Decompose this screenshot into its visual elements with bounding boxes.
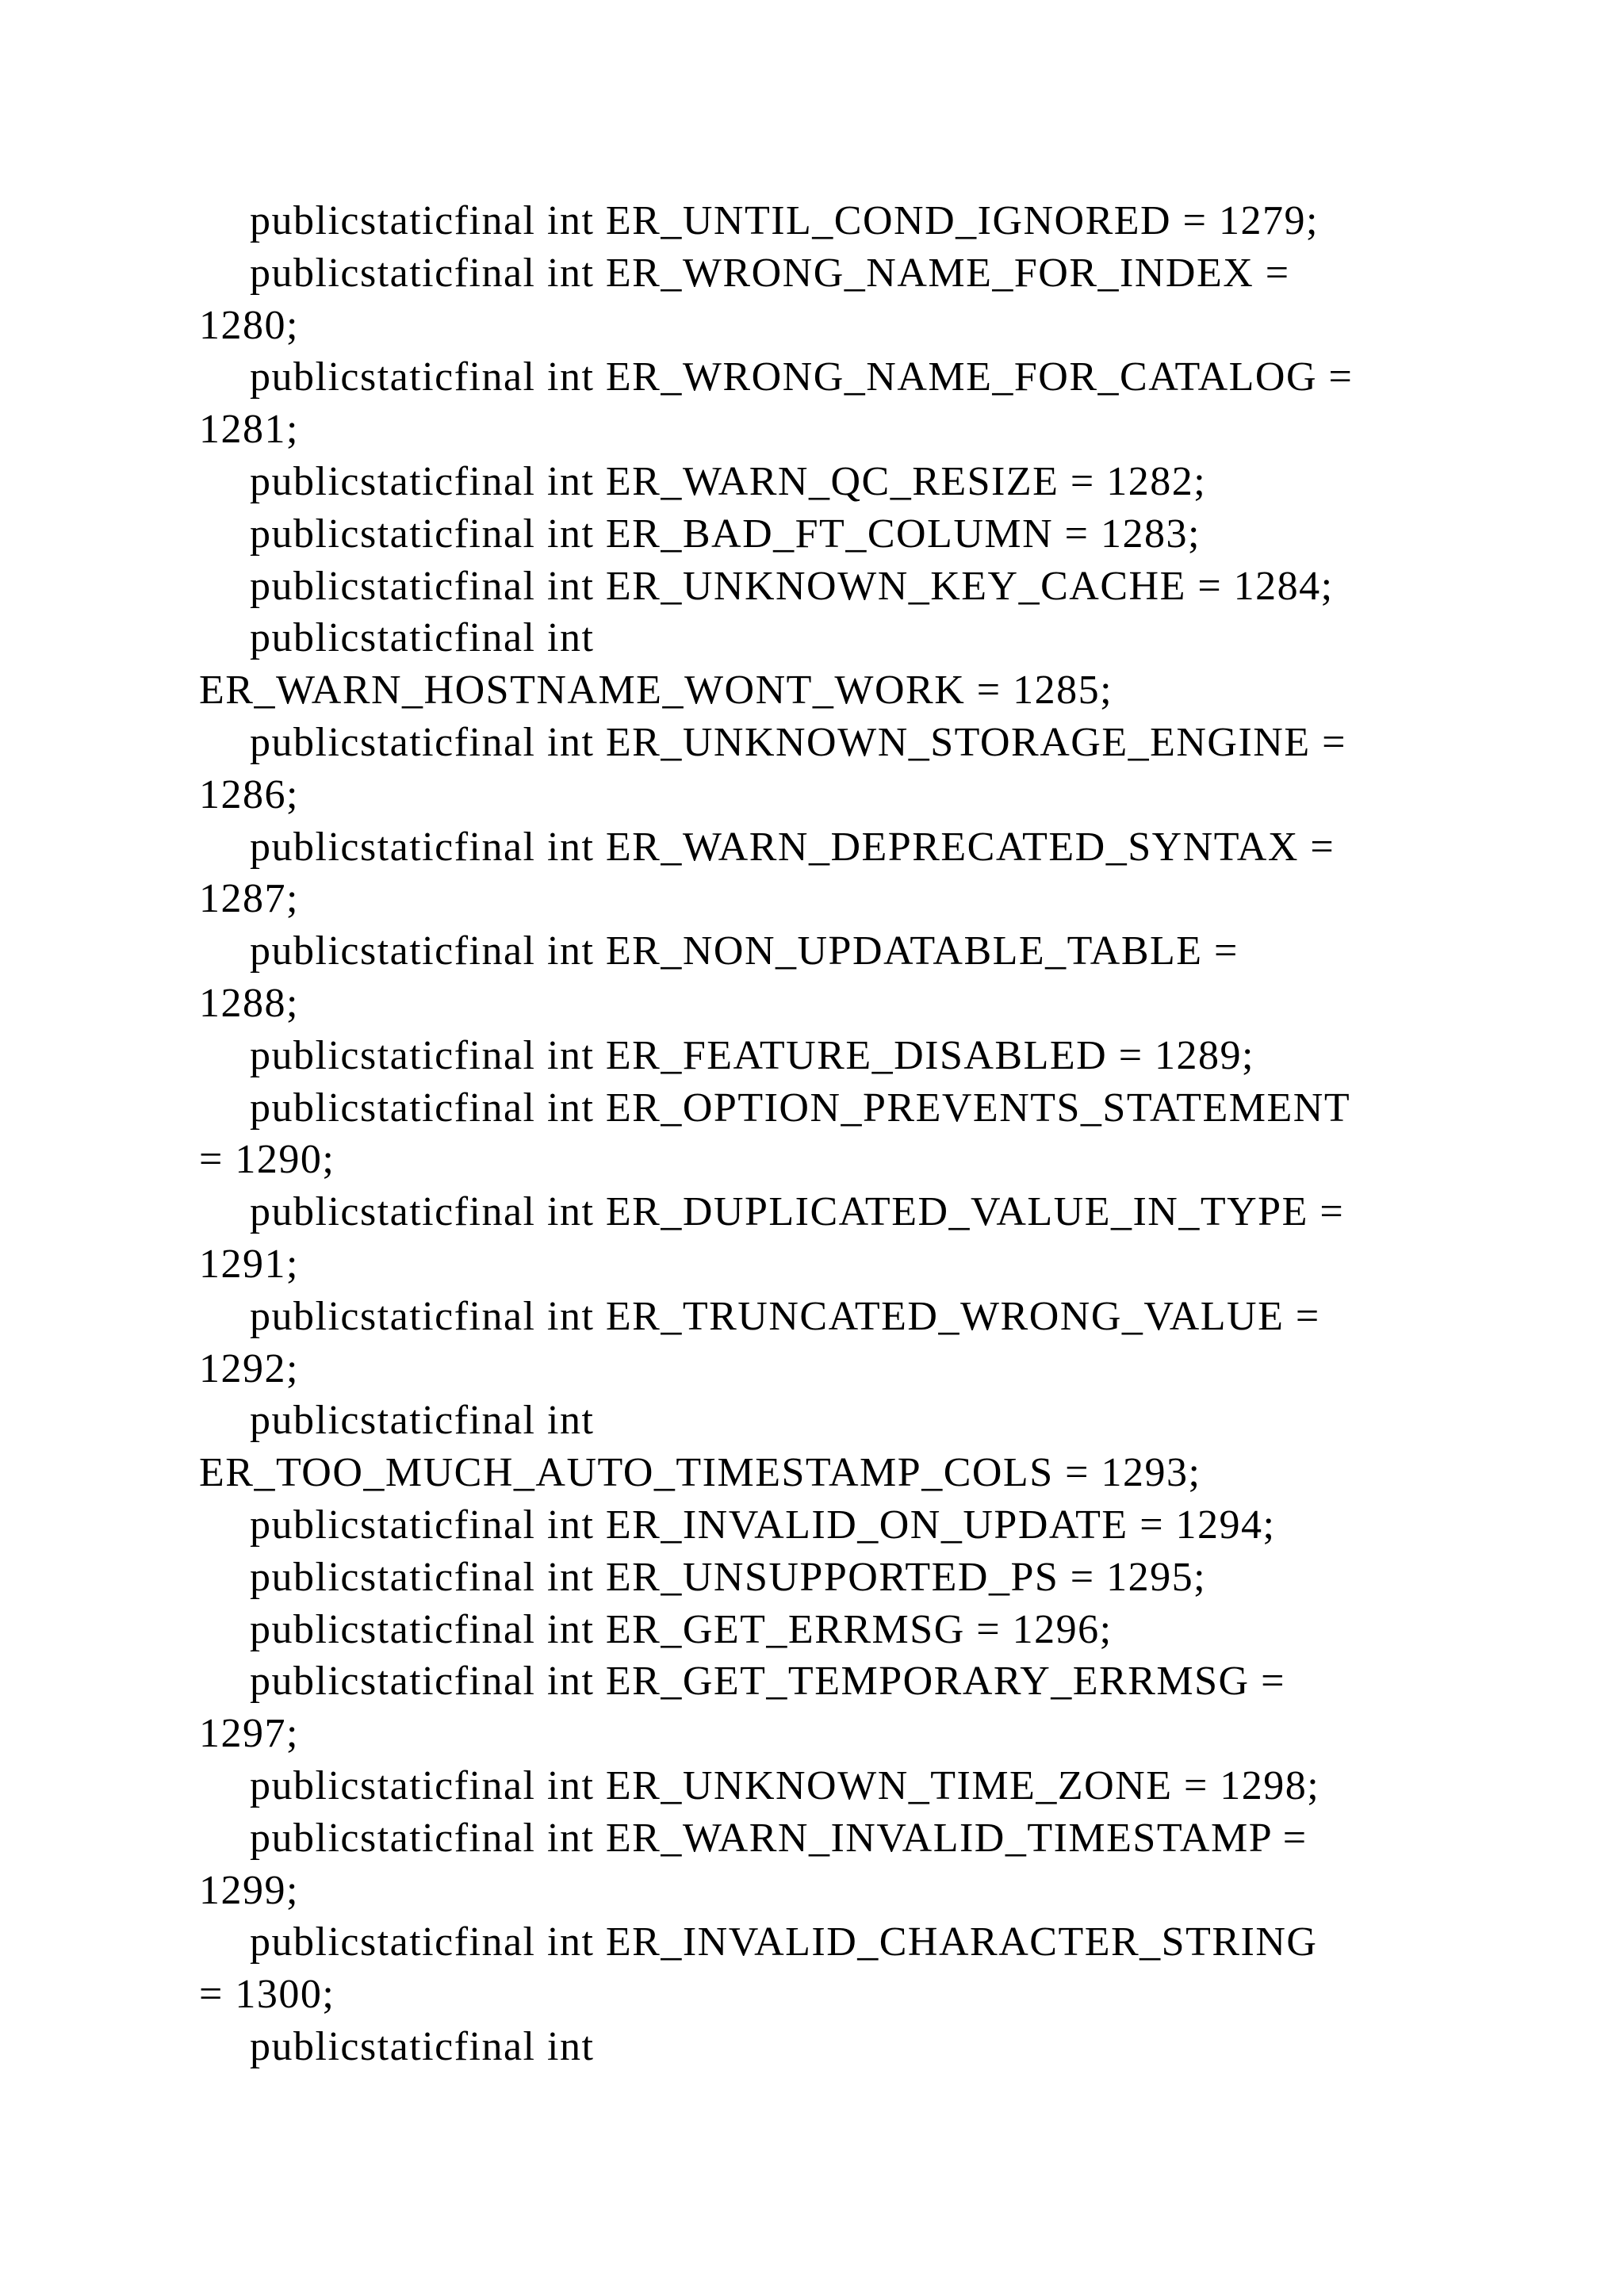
code-line: publicstaticfinal int ER_FEATURE_DISABLED = 1289; [250, 1032, 1254, 1078]
code-line: 1299; [199, 1867, 299, 1913]
code-line: publicstaticfinal int ER_WRONG_NAME_FOR_CATALOG = [250, 354, 1354, 400]
code-line: publicstaticfinal int ER_GET_ERRMSG = 1296; [250, 1606, 1113, 1652]
code-line: publicstaticfinal int ER_UNKNOWN_KEY_CACHE = 1284; [250, 563, 1334, 609]
code-line: publicstaticfinal int [250, 615, 595, 661]
code-line: publicstaticfinal int [250, 2023, 595, 2069]
code-line: publicstaticfinal int ER_WARN_QC_RESIZE = 1282; [250, 458, 1207, 504]
code-line: publicstaticfinal int ER_UNKNOWN_STORAGE_ENGINE = [250, 719, 1346, 765]
code-line: publicstaticfinal int ER_BAD_FT_COLUMN = 1283; [250, 511, 1201, 557]
code-line: publicstaticfinal int ER_UNSUPPORTED_PS = 1295; [250, 1554, 1207, 1600]
code-line: publicstaticfinal int ER_NON_UPDATABLE_TABLE = [250, 928, 1239, 974]
code-line: publicstaticfinal int ER_WARN_INVALID_TIMESTAMP = [250, 1815, 1308, 1861]
code-line: publicstaticfinal int ER_WARN_DEPRECATED_SYNTAX = [250, 824, 1335, 870]
code-line: 1287; [199, 876, 299, 922]
code-line: 1280; [199, 302, 299, 348]
code-listing [199, 195, 1436, 2073]
code-line: = 1300; [199, 1972, 335, 2018]
code-line: publicstaticfinal int ER_UNTIL_COND_IGNORED = 1279; [250, 198, 1319, 243]
code-line: publicstaticfinal int [250, 1398, 595, 1444]
code-line: 1288; [199, 980, 299, 1026]
code-line: ER_TOO_MUCH_AUTO_TIMESTAMP_COLS = 1293; [199, 1450, 1201, 1496]
code-line: publicstaticfinal int ER_UNKNOWN_TIME_ZONE = 1298; [250, 1762, 1320, 1808]
code-line: publicstaticfinal int ER_TRUNCATED_WRONG_VALUE = [250, 1293, 1320, 1339]
code-line: 1281; [199, 407, 299, 453]
code-line: publicstaticfinal int ER_DUPLICATED_VALUE_IN_TYPE = [250, 1189, 1345, 1235]
code-line: publicstaticfinal int ER_INVALID_CHARACTER_STRING [250, 1919, 1318, 1965]
code-line: publicstaticfinal int ER_GET_TEMPORARY_ERRMSG = [250, 1659, 1285, 1705]
code-line: 1291; [199, 1241, 299, 1287]
code-line: = 1290; [199, 1137, 335, 1183]
code-line: publicstaticfinal int ER_WRONG_NAME_FOR_INDEX = [250, 250, 1290, 296]
code-line: 1292; [199, 1345, 299, 1391]
code-line: 1297; [199, 1711, 299, 1757]
code-line: publicstaticfinal int ER_INVALID_ON_UPDATE = 1294; [250, 1502, 1276, 1548]
code-line: publicstaticfinal int ER_OPTION_PREVENTS_STATEMENT [250, 1085, 1351, 1131]
code-line: ER_WARN_HOSTNAME_WONT_WORK = 1285; [199, 668, 1113, 714]
code-line: 1286; [199, 771, 299, 817]
